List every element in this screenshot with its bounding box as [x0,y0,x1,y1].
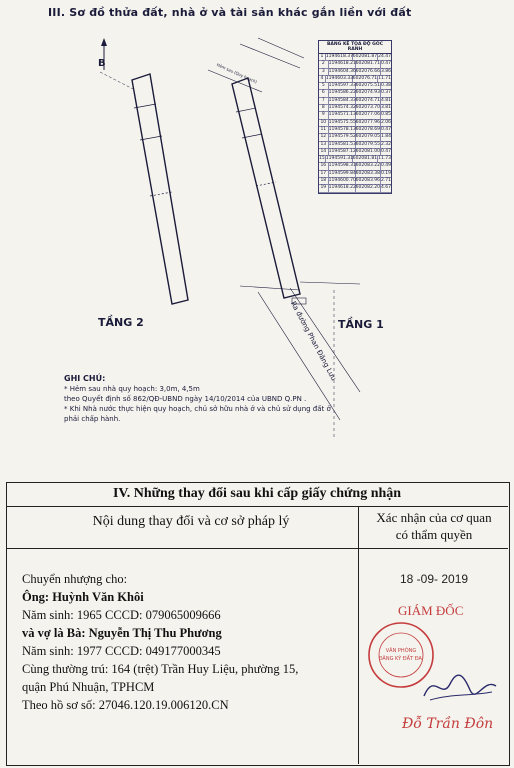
buyer-name: Ông: Huỳnh Văn Khôi [22,590,144,604]
coordinate-cell: 1194574.32 [328,105,356,111]
coordinate-cell: 602081.00 [355,148,380,154]
coordinate-cell: 6 [319,90,329,96]
coordinate-cell: 0.38 [380,83,391,89]
buyer-id: Năm sinh: 1965 CCCD: 079065009666 [22,608,221,622]
coordinate-cell: 1194618.21 [328,61,356,67]
coordinate-cell: 0.49 [380,163,391,169]
coordinate-cell: 0.47 [380,126,391,132]
coordinate-cell: 1194599.84 [328,170,356,176]
road-label: Ra đường Phan Đăng Lưu [288,300,338,383]
coordinate-cell: 11.73 [378,156,391,162]
coordinate-cell: 0.19 [380,170,391,176]
coordinate-cell: 4.67 [380,185,391,191]
coordinate-cell: 602083.38 [355,170,380,176]
coordinate-cell: 10 [319,120,329,126]
coordinate-cell: 602073.70 [355,105,380,111]
coordinate-row [319,120,391,127]
transfer-line: Chuyển nhượng cho: [22,572,128,586]
coordinate-cell: 0.37 [380,90,391,96]
signer-title: GIÁM ĐỐC [398,603,464,618]
notes-title: GHI CHÚ: [64,374,106,383]
column-header-content: Nội dung thay đổi và cơ sở pháp lý [92,514,290,529]
divider [358,506,359,764]
coordinate-cell: 19 [319,185,329,191]
coordinate-cell: 602076.71 [352,75,378,81]
spouse-id: Năm sinh: 1977 CCCD: 049177000345 [22,644,221,658]
coordinate-cell: 2.71 [380,178,391,184]
coordinate-cell: 4 [319,76,326,82]
dossier-number: Theo hồ sơ số: 27046.120.19.006120.CN [22,698,229,712]
coordinate-cell: 1194597.33 [328,83,356,89]
coordinate-cell: 602075.51 [355,83,380,89]
section4-title: IV. Những thay đổi sau khi cấp giấy chứng nhận [112,486,402,501]
coordinate-cell: 1.84 [380,134,391,140]
coordinate-cell: 9 [319,112,329,118]
coordinate-row [319,112,391,119]
spouse-name: và vợ là Bà: Nguyễn Thị Thu Phương [22,626,222,640]
coordinate-row [319,142,391,149]
coordinate-cell: 602083.96 [355,178,380,184]
coordinate-row [319,90,391,97]
coordinate-cell: 3.86 [380,68,391,74]
coordinate-cell: 3 [319,69,329,75]
coordinate-cell: 602081.81 [352,156,378,162]
coordinate-cell: 602082.20 [355,185,380,191]
coordinate-cell: 1194586.22 [328,90,356,96]
coordinate-cell: 2.06 [380,119,391,125]
coordinate-row [319,69,391,76]
coordinate-cell: 1194571.13 [328,112,356,118]
coordinate-cell: 17 [319,171,329,177]
confirm-date: 18 -09- 2019 [400,572,469,586]
coordinate-cell: 602079.55 [355,141,380,147]
signer-name: Đỗ Trần Đôn [402,716,494,732]
coordinate-cell: 1194587.12 [328,148,356,154]
handwritten-signature [420,666,500,706]
coordinate-cell: 602083.22 [355,163,380,169]
coordinate-cell: 13 [319,142,329,148]
coordinate-cell: 1194581.53 [328,141,356,147]
svg-text:ĐĂNG KÝ ĐẤT ĐAI: ĐĂNG KÝ ĐẤT ĐAI [378,656,424,662]
notes-line: * Khi Nhà nước thực hiện quy hoạch, chủ sở hữu nhà ở và chủ sử dụng đất ở [64,405,331,413]
coordinate-cell: 11.71 [378,75,391,81]
coordinate-row [319,171,391,178]
coordinate-cell: 2.32 [380,141,391,147]
divider [6,506,508,507]
coordinate-cell: 7 [319,98,329,104]
coordinate-cell: 1194579.52 [328,134,356,140]
coordinate-cell: 602078.69 [355,126,380,132]
coordinate-cell: 14 [319,149,329,155]
coordinate-cell: 1194591.31 [325,156,353,162]
north-arrow-label: B [98,58,106,69]
coordinate-cell: 11 [319,127,329,133]
floor1-label: TẦNG 1 [338,318,384,331]
coordinate-cell: 3.81 [380,105,391,111]
coordinate-cell: 8 [319,105,329,111]
notes-line: phải chấp hành. [64,415,121,423]
coordinate-cell: 18 [319,178,329,184]
coordinate-cell: 5 [319,83,329,89]
floor2-plot [132,74,188,304]
coordinate-cell: 602081.71 [355,61,380,67]
coordinate-cell: 1194584.33 [328,97,356,103]
divider [6,548,508,549]
notes-line: theo Quyết định số 862/QĐ-UBND ngày 14/10/2014 của UBND Q.PN . [64,395,307,403]
lane-label: Hẻm sau (Quy hoạch) [215,62,258,85]
coordinate-cell: 2 [319,61,329,67]
coordinate-cell: 0.47 [380,61,391,67]
coordinate-cell: 1194603.33 [325,75,353,81]
coordinate-cell: 16 [319,163,329,169]
address-line: Cùng thường trú: 164 (trệt) Trần Huy Liệu, phường 15, [22,662,299,676]
column-header-confirm-2: có thẩm quyền [395,527,473,542]
coordinate-cell: 602074.93 [355,90,380,96]
coordinate-cell: 24.47 [378,54,391,59]
coordinate-cell: 1194618.37 [325,54,353,59]
coordinate-cell: 602074.71 [355,97,380,103]
coordinate-table [318,40,392,194]
coordinate-cell: 602076.66 [355,68,380,74]
coordinate-cell: 4.81 [380,97,391,103]
coordinate-cell: 602077.96 [355,119,380,125]
coordinate-row [319,185,391,192]
coordinate-cell: 1194598.31 [328,163,356,169]
coordinate-cell: 602079.05 [355,134,380,140]
coordinate-row [319,98,391,105]
coordinate-cell: 602077.06 [355,112,380,118]
coordinate-cell: 1194578.13 [328,126,356,132]
coordinate-cell: 15 [319,156,325,162]
address-line-2: quận Phú Nhuận, TPHCM [22,680,155,694]
coordinate-row [319,163,391,170]
notes-block [64,374,331,424]
coordinate-cell: 0.85 [380,112,391,118]
svg-text:VĂN PHÒNG: VĂN PHÒNG [385,648,417,654]
coordinate-row [319,61,391,68]
coordinate-cell: 1194575.55 [328,119,356,125]
coordinate-cell: 1194604.36 [328,68,356,74]
coordinate-cell: 1194600.70 [328,178,356,184]
floor2-label: TẦNG 2 [98,316,144,329]
coordinate-cell: 602081.87 [352,54,378,59]
notes-line: * Hẻm sau nhà quy hoạch: 3,0m, 4,5m [64,385,200,393]
column-header-confirm: Xác nhận của cơ quan [376,510,492,525]
coordinate-table-title: BẢNG KÊ TỌA ĐỘ GÓC RANH [319,41,391,54]
coordinate-row [319,134,391,141]
coordinate-cell: 12 [319,134,329,140]
coordinate-cell: 1194618.22 [328,185,356,191]
coordinate-cell: 1 [319,54,326,60]
section3-title: III. Sơ đồ thửa đất, nhà ở và tài sản khác gắn liền với đất [48,6,412,19]
coordinate-cell: 0.47 [380,148,391,154]
